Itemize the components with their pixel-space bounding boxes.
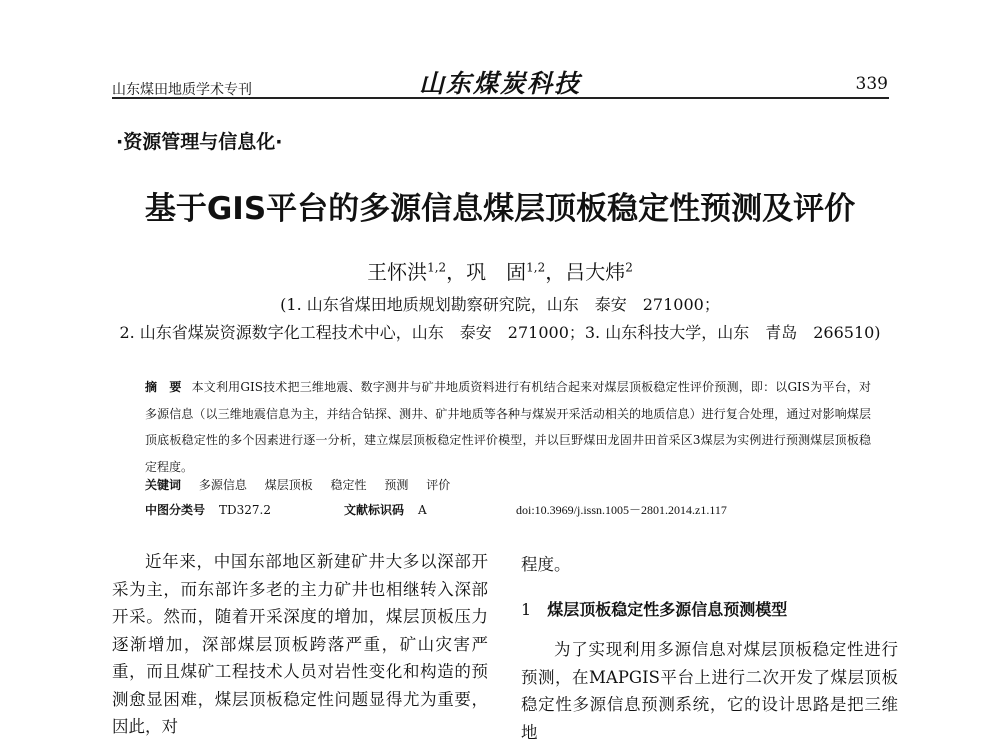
body-column-left bbox=[112, 548, 488, 741]
doi: doi:10.3969/j.issn.1005－2801.2014.z1.117 bbox=[516, 503, 727, 517]
keyword: 煤层顶板 bbox=[264, 478, 313, 492]
keyword: 稳定性 bbox=[330, 478, 367, 492]
section-heading-text: 煤层顶板稳定性多源信息预测模型 bbox=[547, 600, 788, 619]
body-column-right bbox=[521, 636, 898, 746]
body-paragraph: 为了实现利用多源信息对煤层顶板稳定性进行预测，在MAPGIS平台上进行二次开发了煤层顶板稳定性多源信息预测系统，它的设计思路是把三维地 bbox=[521, 640, 898, 742]
author-list: 王怀洪$^{1,2}$，巩 固$^{1,2}$，吕大炜$^2$ bbox=[367, 260, 633, 284]
author-name: 王怀洪 bbox=[367, 260, 428, 284]
classification-value: TD327.2 bbox=[219, 503, 271, 517]
author-name: 巩 固 bbox=[466, 260, 527, 284]
keyword: 多源信息 bbox=[198, 478, 247, 492]
author-affiliation-mark: 1,2 bbox=[526, 260, 546, 275]
author-affiliation-mark: 2 bbox=[625, 260, 633, 275]
keywords bbox=[145, 476, 464, 493]
author-affiliation-mark: 1,2 bbox=[427, 260, 447, 275]
classification-number bbox=[145, 501, 271, 518]
keyword: 预测 bbox=[384, 478, 409, 492]
journal-special-issue-label: 山东煤田地质学术专刊 bbox=[112, 82, 252, 98]
abstract-text: 本文利用GIS技术把三维地震、数字测井与矿井地质资料进行有机结合起来对煤层顶板稳定性评价预测，即：以GIS为平台，对多源信息（以三维地震信息为主，并结合钻探、测井、矿井地质等各种与煤炭开采活动相关的地质信息）进行复合处理，通过对影响煤层顶底板稳定性的多个因素进行逐一分析，建立煤层顶板稳定性评价模型，并以巨野煤田龙固井田首采区3煤层为实例进行预测煤层顶板稳定程度。 bbox=[145, 380, 871, 474]
affiliation-line: (1. 山东省煤田地质规划勘察研究院，山东 泰安 271000； bbox=[280, 295, 720, 314]
document-code-value: A bbox=[418, 503, 427, 517]
keyword: 评价 bbox=[426, 478, 451, 492]
abstract-label: 摘 要 bbox=[145, 380, 182, 394]
author-name: 吕大炜 bbox=[565, 260, 626, 284]
section-heading-number: 1 bbox=[521, 600, 532, 619]
document-code-label: 文献标识码 bbox=[344, 503, 405, 517]
affiliation-line: 2. 山东省煤炭资源数字化工程技术中心，山东 泰安 271000；3. 山东科技大学，山东 青岛 266510) bbox=[119, 323, 881, 342]
page-number: 339 bbox=[855, 74, 888, 94]
body-paragraph: 近年来，中国东部地区新建矿井大多以深部开采为主，而东部许多老的主力矿井也相继转入深部开采。然而，随着开采深度的增加，煤层顶板压力逐渐增加，深部煤层顶板跨落严重，矿山灾害严重，而且煤矿工程技术人员对岩性变化和构造的预测愈显困难，煤层顶板稳定性问题显得尤为重要，因此，对 bbox=[112, 552, 488, 736]
abstract bbox=[145, 374, 871, 480]
document-code bbox=[344, 501, 427, 518]
header-rule bbox=[112, 97, 889, 99]
section-label: ·资源管理与信息化· bbox=[116, 131, 283, 153]
section-heading bbox=[521, 597, 787, 620]
article-title: 基于GIS平台的多源信息煤层顶板稳定性预测及评价 bbox=[144, 191, 856, 227]
body-continuation: 程度。 bbox=[521, 555, 571, 574]
journal-title-logo: 山东煤炭科技 bbox=[418, 69, 581, 98]
classification-label: 中图分类号 bbox=[145, 503, 206, 517]
keywords-label: 关键词 bbox=[145, 478, 182, 492]
